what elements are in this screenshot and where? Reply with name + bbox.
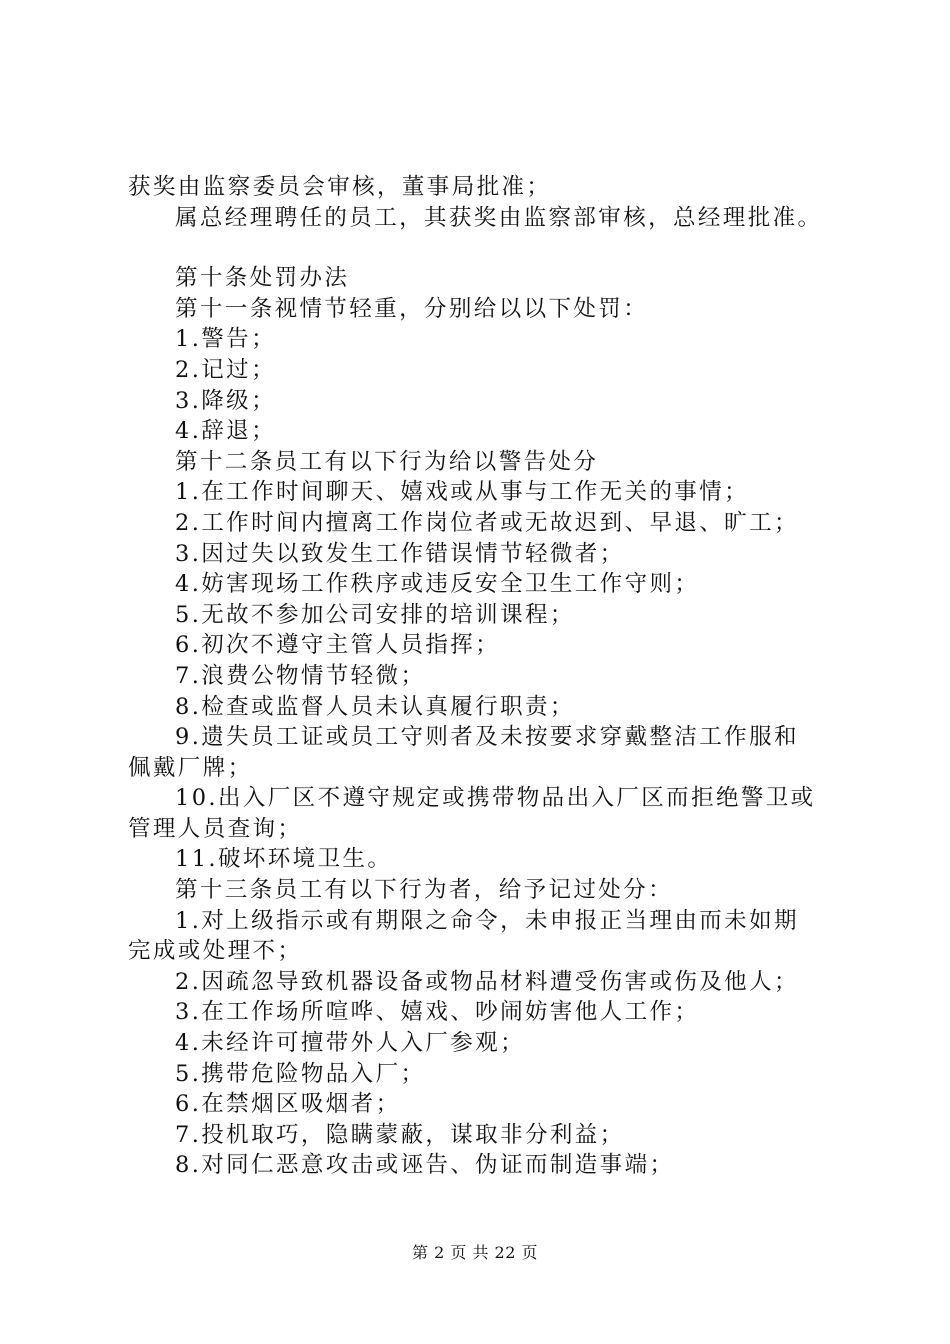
text-line: 8.检查或监督人员未认真履行职责；: [175, 693, 575, 720]
text-line: 1.对上级指示或有期限之命令，未申报正当理由而未如期: [175, 907, 799, 934]
text-line: 10.出入厂区不遵守规定或携带物品出入厂区而拒绝警卫或: [175, 785, 816, 812]
document-body: [128, 172, 848, 1181]
text-line: 第十三条员工有以下行为者，给予记过处分：: [175, 877, 674, 904]
text-line: 第十一条视情节轻重，分别给以以下处罚：: [175, 295, 649, 322]
text-line: 7.投机取巧，隐瞒蒙蔽，谋取非分利益；: [175, 1121, 625, 1148]
text-line: 5.无故不参加公司安排的培训课程；: [175, 601, 575, 628]
text-line: 2.记过；: [175, 356, 276, 383]
text-line: 属总经理聘任的员工，其获奖由监察部审核，总经理批准。: [175, 204, 823, 231]
text-line: 完成或处理不；: [128, 938, 303, 965]
text-line: 4.未经许可擅带外人入厂参观；: [175, 1030, 525, 1057]
text-line: 6.初次不遵守主管人员指挥；: [175, 632, 501, 659]
text-line: 5.携带危险物品入厂；: [175, 1060, 426, 1087]
text-line: 4.辞退；: [175, 418, 276, 445]
text-line: 9.遗失员工证或员工守则者及未按要求穿戴整洁工作服和: [175, 724, 799, 751]
text-line: 6.在禁烟区吸烟者；: [175, 1091, 401, 1118]
text-line: 3.降级；: [175, 387, 276, 414]
text-line: 佩戴厂牌；: [128, 754, 253, 781]
text-line: 第十条处罚办法: [175, 265, 350, 292]
text-line: 1.在工作时间聊天、嬉戏或从事与工作无关的事情；: [175, 479, 750, 506]
page-footer: 第 2 页 共 22 页: [412, 1243, 538, 1262]
text-line: 4.妨害现场工作秩序或违反安全卫生工作守则；: [175, 571, 700, 598]
text-line: 8.对同仁恶意攻击或诬告、伪证而制造事端；: [175, 1152, 675, 1179]
text-line: 3.在工作场所喧哗、嬉戏、吵闹妨害他人工作；: [175, 999, 700, 1026]
text-line: 2.工作时间内擅离工作岗位者或无故迟到、早退、旷工；: [175, 509, 799, 536]
text-line: 11.破坏环境卫生。: [175, 846, 393, 873]
text-line: 2.因疏忽导致机器设备或物品材料遭受伤害或伤及他人；: [175, 968, 799, 995]
text-line: 管理人员查询；: [128, 815, 303, 842]
text-line: 1.警告；: [175, 326, 276, 353]
text-line: 3.因过失以致发生工作错误情节轻微者；: [175, 540, 625, 567]
text-line: 获奖由监察委员会审核，董事局批准；: [128, 174, 552, 200]
text-line: 第十二条员工有以下行为给以警告处分: [175, 448, 599, 475]
text-line: 7.浪费公物情节轻微；: [175, 662, 426, 689]
